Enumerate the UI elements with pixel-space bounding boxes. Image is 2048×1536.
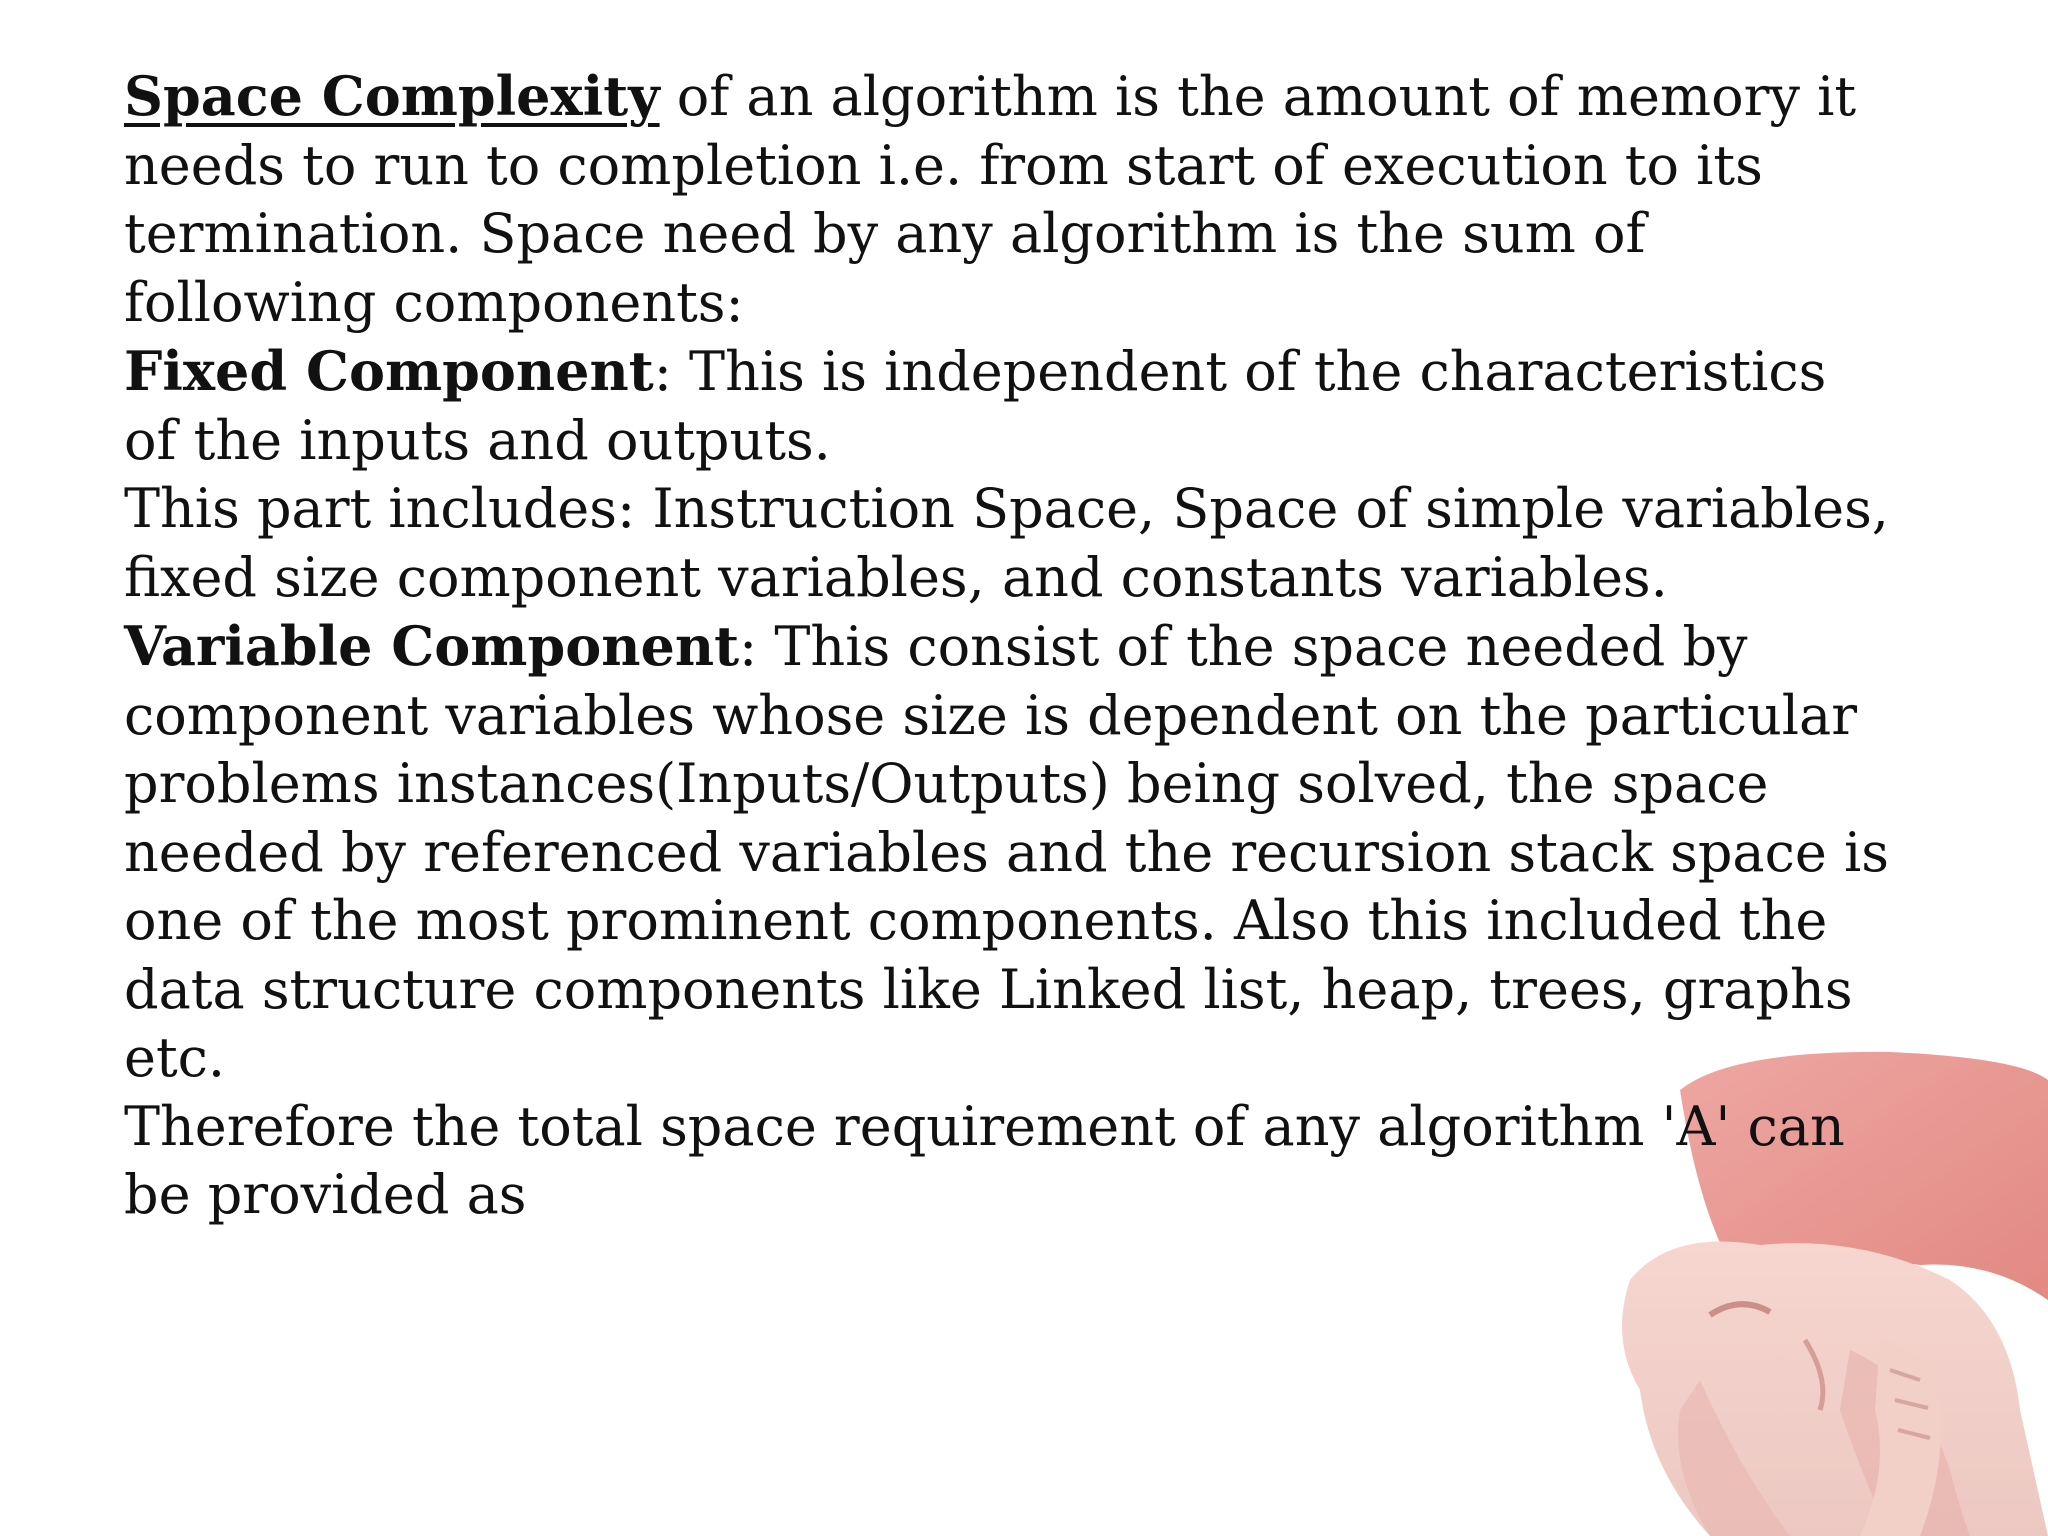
slide-text-body bbox=[124, 62, 1894, 1230]
paragraph-text: : This consist of the space needed by component variables whose size is dependent on the particular problems instances(Inputs/Outputs) being solved, the space needed by referenced variables and the recursion stack space is one of the most prominent components. Also this included the data structure components like Linked list, heap, trees, graphs etc. bbox=[124, 615, 1889, 1089]
term-variable-component: Variable Component bbox=[124, 614, 740, 678]
term-space-complexity: Space Complexity bbox=[124, 64, 660, 128]
term-fixed-component: Fixed Component bbox=[124, 339, 654, 403]
paragraph-text: of an algorithm is the amount of memory it needs to run to completion i.e. from start of execution to its termination. Space need by any algorithm is the sum of following components: bbox=[124, 65, 1857, 334]
paragraph-text: Therefore the total space requirement of any algorithm 'A' can be provided as bbox=[124, 1094, 1845, 1226]
paragraph-fixed-component bbox=[124, 337, 1894, 475]
paragraph-text: This part includes: Instruction Space, Space of simple variables, fixed size component variables, and constants variables. bbox=[124, 477, 1889, 609]
paragraph-space-complexity bbox=[124, 62, 1894, 337]
paragraph-total-space bbox=[124, 1093, 1894, 1230]
paragraph-text: : This is independent of the characteristics of the inputs and outputs. bbox=[124, 340, 1827, 472]
paragraph-fixed-includes bbox=[124, 475, 1894, 612]
paragraph-variable-component bbox=[124, 612, 1894, 1093]
